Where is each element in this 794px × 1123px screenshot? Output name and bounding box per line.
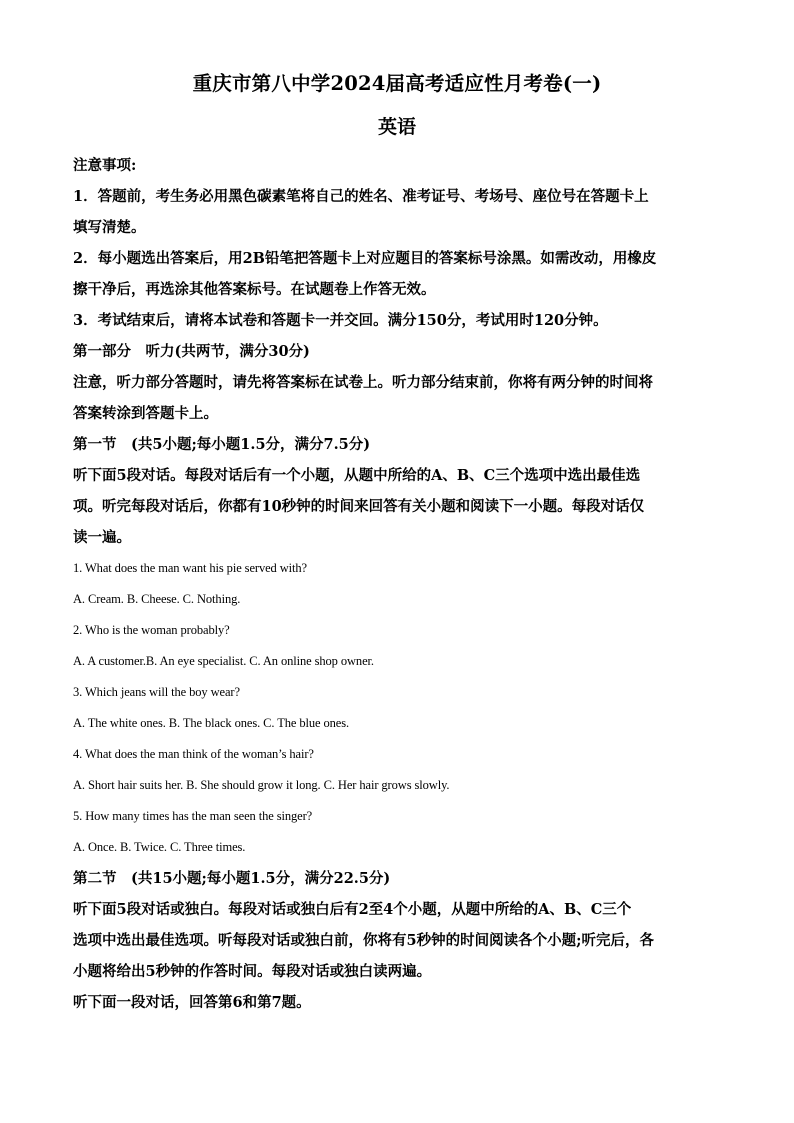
notice-line: 擦干净后，再选涂其他答案标号。在试题卷上作答无效。 (73, 281, 436, 298)
section2-instruction-line: 小题将给出5秒钟的作答时间。每段对话或独白读两遍。 (73, 963, 432, 980)
question-options: A. The white ones. B. The black ones. C. The blue ones. (73, 716, 350, 730)
question-text: 3. Which jeans will the boy wear? (73, 685, 240, 699)
notice-heading: 注意事项: (73, 157, 137, 174)
question-text: 2. Who is the woman probably? (73, 623, 230, 637)
notice-line: 1．答题前，考生务必用黑色碳素笔将自己的姓名、准考证号、考场号、座位号在答题卡上 (73, 188, 649, 205)
section1-heading: 第一节 (共5小题;每小题1.5分，满分7.5分) (73, 436, 371, 453)
section1-instruction-line: 听下面5段对话。每段对话后有一个小题，从题中所给的A、B、C三个选项中选出最佳选 (73, 467, 641, 484)
part1-note-line: 注意，听力部分答题时，请先将答案标在试卷上。听力部分结束前，你将有两分钟的时间将 (73, 374, 653, 391)
part1-note-line: 答案转涂到答题卡上。 (73, 405, 218, 422)
part1-heading: 第一部分 听力(共两节，满分30分) (73, 343, 310, 360)
notice-line: 填写清楚。 (73, 219, 146, 236)
section1-instruction-line: 读一遍。 (73, 529, 131, 546)
question-options: A. Cream. B. Cheese. C. Nothing. (73, 592, 241, 606)
section2-instruction-line: 听下面5段对话或独白。每段对话或独白后有2至4个小题，从题中所给的A、B、C三个 (73, 901, 632, 918)
question-text: 1. What does the man want his pie served with? (73, 561, 307, 575)
section2-next-instruction: 听下面一段对话，回答第6和第7题。 (73, 994, 311, 1011)
section2-instruction-line: 选项中选出最佳选项。听每段对话或独白前，你将有5秒钟的时间阅读各个小题;听完后，各 (73, 932, 654, 949)
notice-line: 3．考试结束后，请将本试卷和答题卡一并交回。满分150分，考试用时120分钟。 (73, 312, 608, 329)
question-options: A. Once. B. Twice. C. Three times. (73, 840, 246, 854)
notice-line: 2．每小题选出答案后，用2B铅笔把答题卡上对应题目的答案标号涂黑。如需改动，用橡皮 (73, 250, 657, 267)
question-options: A. Short hair suits her. B. She should grow it long. C. Her hair grows slowly. (73, 778, 450, 792)
question-text: 4. What does the man think of the woman’s hair? (73, 747, 314, 761)
section2-heading: 第二节 (共15小题;每小题1.5分，满分22.5分) (73, 870, 391, 887)
exam-title: 重庆市第八中学2024届高考适应性月考卷(一) (192, 72, 602, 95)
exam-subject: 英语 (377, 116, 416, 138)
exam-body (73, 150, 733, 1018)
question-text: 5. How many times has the man seen the singer? (73, 809, 313, 823)
question-options: A. A customer.B. An eye specialist. C. An online shop owner. (73, 654, 374, 668)
section1-instruction-line: 项。听完每段对话后，你都有10秒钟的时间来回答有关小题和阅读下一小题。每段对话仅 (73, 498, 645, 515)
